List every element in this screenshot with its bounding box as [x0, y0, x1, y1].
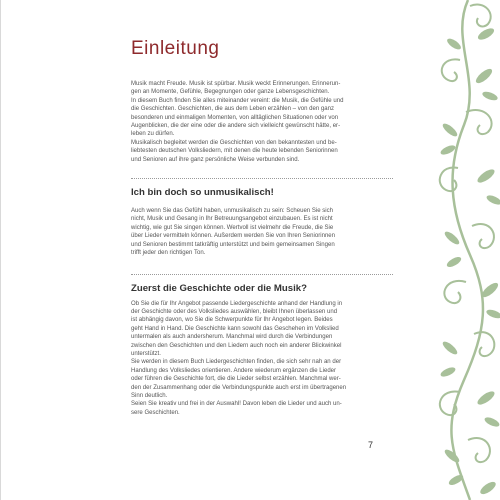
intro-line: liebtesten deutschen Volksliedern, mit denen die heute lebenden Seniorinnen [131, 148, 338, 155]
floral-ornament-icon [390, 0, 500, 500]
section-2-line: Handlung des Volksliedes orientieren. Andere wiederum ergänzen die Lieder [131, 367, 337, 374]
section-2-line: der Geschichte oder des Volksliedes auswählen, bleibt Ihnen überlassen und [131, 308, 338, 315]
intro-line: In diesem Buch finden Sie alles miteinander vereint: die Musik, die Gefühle und [131, 97, 344, 104]
section-2-line: geht Hand in Hand. Die Geschichte kann sowohl das Geschehen im Volkslied [131, 325, 339, 332]
section-1-text [131, 207, 393, 257]
intro-line: Musikalisch begleitet werden die Geschichten von den bekanntesten und be- [131, 139, 337, 146]
intro-line: gen an Momente, Gefühle, Begegnungen oder ganze Lebensgeschichten. [131, 89, 330, 96]
section-heading-2: Zuerst die Geschichte oder die Musik? [131, 282, 307, 294]
intro-line: Augenblicken, die der eine oder die andere sich vielleicht gewünscht hätte, er- [131, 123, 341, 130]
page-number: 7 [368, 440, 374, 450]
section-2-line: unterstützt. [131, 350, 161, 357]
intro-text [131, 80, 393, 164]
section-divider [131, 178, 393, 179]
section-2-line: ist abhängig davon, wo Sie die Schwerpunkte für Ihr Angebot legen. Beides [131, 317, 333, 324]
page-title: Einleitung [131, 38, 220, 59]
section-2-line: Sinn deutlich. [131, 392, 168, 399]
intro-line: leben zu dürfen. [131, 131, 175, 138]
intro-line: Musik macht Freude. Musik ist spürbar. Musik weckt Erinnerungen. Erinnerun- [131, 81, 341, 87]
intro-line: und Senioren auf ihre ganz persönliche Weise verbunden sind. [131, 156, 300, 163]
page-edge [0, 0, 1, 500]
section-divider [131, 274, 393, 275]
section-heading-1: Ich bin doch so unmusikalisch! [131, 187, 274, 199]
section-2-line: zwischen den Geschichten und den Liedern auch noch ein anderer Blickwinkel [131, 342, 342, 349]
page-content [131, 38, 393, 417]
section-2-line: Sie werden in diesem Buch Liedergeschichten finden, die sich sehr nah an der [131, 359, 342, 366]
section-2-line: sere Geschichten. [131, 409, 180, 416]
section-2-line: Seien Sie kreativ und frei in der Auswahl! Davon leben die Lieder und auch un- [131, 401, 342, 408]
section-2-line: den der Zusammenhang oder die Verbindungspunkte auch erst im übertragenen [131, 384, 347, 391]
section-1-line: trifft jeder den richtigen Ton. [131, 250, 206, 257]
section-1-line: über Lieder vermitteln können. Außerdem werden Sie von Ihren Seniorinnen [131, 233, 336, 240]
section-2-text [131, 300, 393, 418]
section-1-line: und Senioren bestimmt tatkräftig unterstützt und beim gemeinsamen Singen [131, 241, 335, 248]
intro-line: die Geschichten. Geschichten, die aus dem Leben erzählen – von den ganz [131, 106, 335, 113]
section-2-line: oder führen die Geschichte fort, die die Lieder selbst erzählen. Manchmal wer- [131, 376, 341, 383]
section-1-line: wichtig, wie gut Sie singen können. Wertvoll ist vielmehr die Freude, die Sie [131, 224, 334, 231]
section-2-line: untermalen als auch andersherum. Manchmal wird durch die Verbindungen [131, 334, 333, 341]
section-2-line: Ob Sie die für Ihr Angebot passende Liedergeschichte anhand der Handlung in [131, 300, 343, 307]
intro-line: besonderen und einmaligen Momenten, von alltäglichen Situationen oder von [131, 114, 339, 121]
section-1-line: nicht, Musik und Gesang in Ihr Betreuungsangebot einzubauen. Es ist nicht [131, 216, 333, 223]
section-1-line: Auch wenn Sie das Gefühl haben, unmusikalisch zu sein: Scheuen Sie sich [131, 208, 334, 215]
